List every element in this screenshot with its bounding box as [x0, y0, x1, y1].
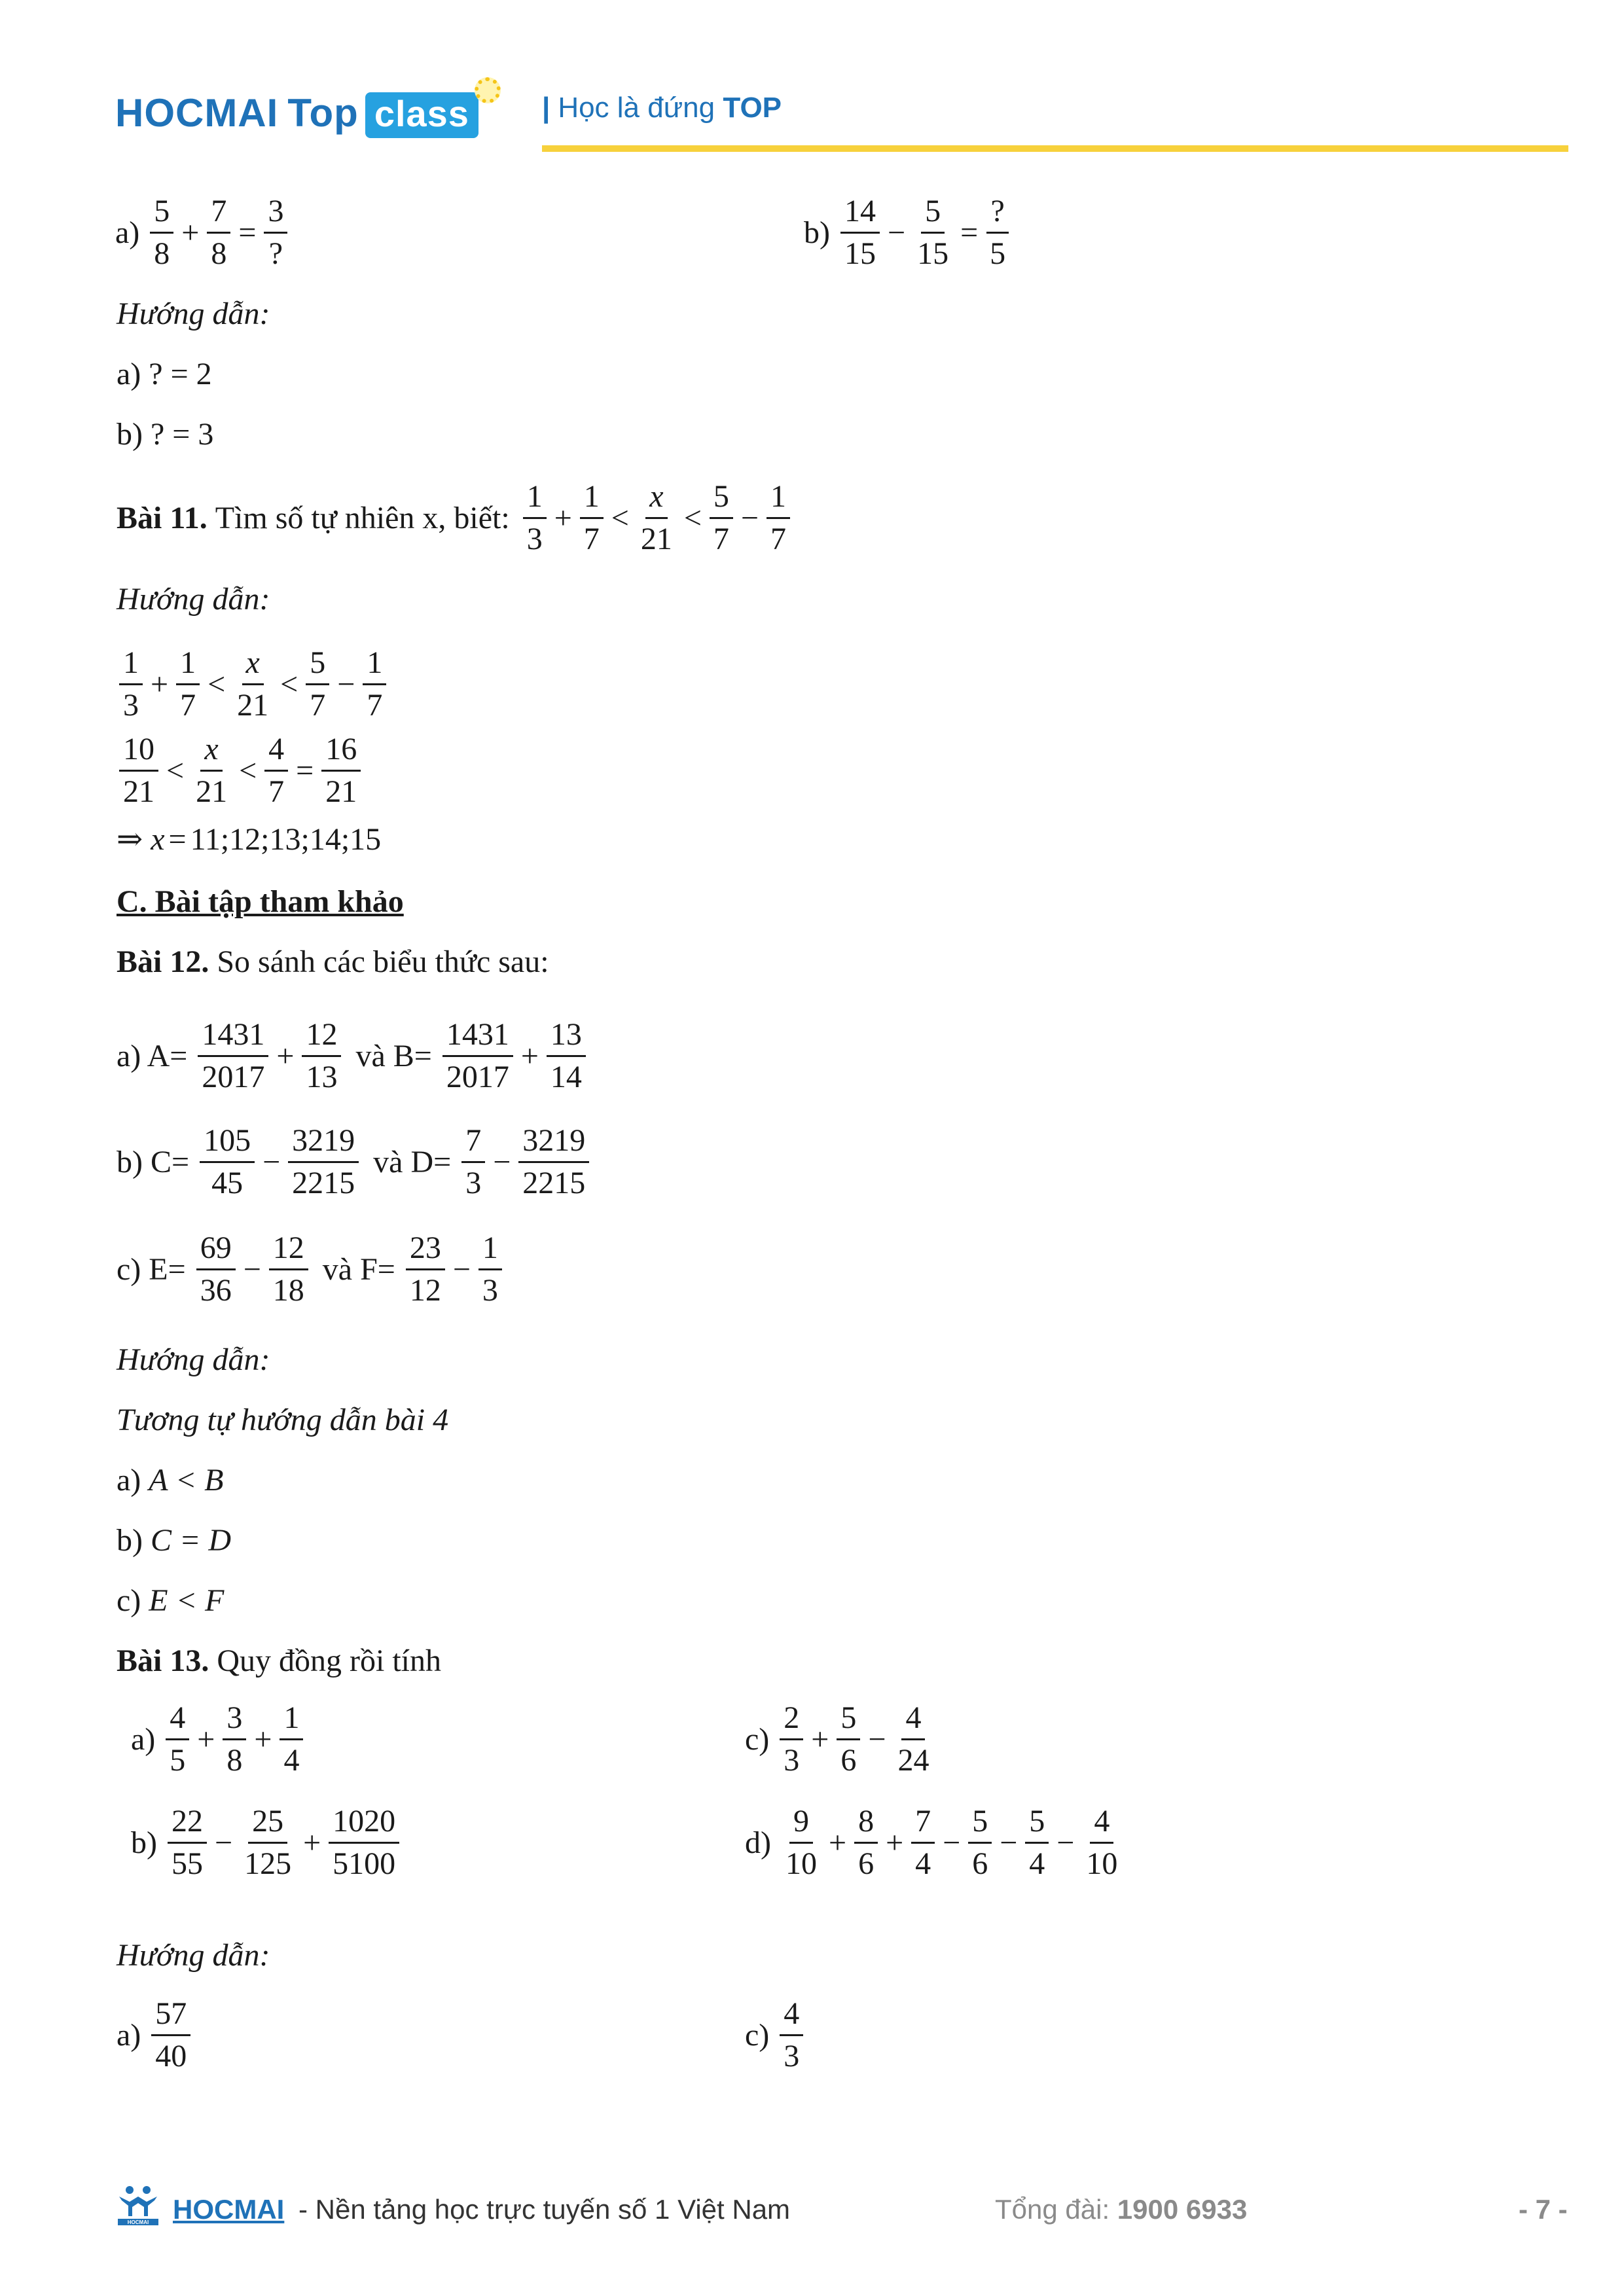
fraction: $\frac{16}{21}$: [321, 729, 361, 812]
fraction: $\frac{3219}{2215}$: [518, 1121, 589, 1204]
ex12-title: Bài 12.: [117, 944, 209, 979]
fraction: x 21: [233, 643, 272, 726]
fraction: 4 5: [166, 1698, 189, 1781]
fraction: $\frac{3219}{2215}$: [288, 1121, 359, 1204]
implies-icon: ⇒: [117, 822, 143, 857]
fraction: $\frac{105}{45}$: [200, 1121, 255, 1204]
fraction: ? 5: [986, 191, 1009, 274]
svg-text:HOCMAI: HOCMAI: [127, 2219, 149, 2225]
fraction: 5 7: [710, 476, 733, 560]
fraction: $\frac{1}{7}$: [363, 643, 386, 726]
ex12-b: b) C= $\frac{105}{45}$ − $\frac{3219}{2215}$ và D= $\frac{7}{3}$ − $\frac{3219}{2215}$: [117, 1121, 593, 1204]
brand-hocmai: HOCMAI: [115, 91, 279, 135]
fraction: $\frac{23}{12}$: [406, 1228, 445, 1311]
ex12-answer-b: b) C = D: [117, 1523, 232, 1558]
fraction: $\frac{12}{18}$: [269, 1228, 308, 1311]
ex11-step2: 10 21 < x 21 < $\frac{4}{7}$ = $\frac{16}{21}$: [115, 729, 365, 812]
section-c-heading: C. Bài tập tham khảo: [117, 884, 404, 919]
ex12-c: c) E= $\frac{69}{36}$ − $\frac{12}{18}$ và F= $\frac{23}{12}$ − $\frac{1}{3}$: [117, 1228, 506, 1311]
fraction: x 21: [192, 729, 231, 812]
fraction: 5 7: [306, 643, 329, 726]
tagline-top: TOP: [723, 92, 782, 124]
guide-heading: Hướng dẫn:: [117, 296, 270, 331]
ex11-question: Bài 11. Tìm số tự nhiên x, biết: 1 3 + $\frac{1}{7}$ < x 21 < 5 7 − $\frac{1}{7}$: [117, 476, 794, 560]
ex10-b: b) 14 15 − $\frac{5}{15}$ = ? 5: [804, 191, 1013, 274]
ex11-title: Bài 11.: [117, 501, 208, 535]
guide-heading: Hướng dẫn:: [117, 1342, 270, 1377]
header-tagline: | Học là đứng TOP: [542, 92, 782, 124]
fraction: $\frac{8}{6}$: [854, 1801, 878, 1884]
fraction: 1 3: [523, 476, 547, 560]
ex12-answer-c: c) E < F: [117, 1583, 225, 1618]
tagline-prefix: Học là đứng: [558, 92, 715, 124]
ex13-title: Bài 13.: [117, 1643, 209, 1678]
ex13-d: d) 9 10 + $\frac{8}{6}$ + $\frac{7}{4}$ − $\frac{5}{6}$ − $\frac{5}{4}$ − $\frac{4}{10}$: [745, 1801, 1125, 1884]
fraction: 10 21: [119, 729, 158, 812]
brand-top: Top: [287, 91, 359, 135]
ex12-answer-a: a) A < B: [117, 1463, 224, 1498]
fraction: 2 3: [780, 1698, 803, 1781]
fraction: $\frac{7}{4}$: [911, 1801, 935, 1884]
fraction: $\frac{3}{8}$: [223, 1698, 246, 1781]
fraction: $\frac{7}{3}$: [461, 1121, 485, 1204]
fraction: $\frac{5}{6}$: [837, 1698, 860, 1781]
brand-logo: [115, 90, 478, 138]
footer-brand-link[interactable]: HOCMAI: [173, 2194, 285, 2225]
fraction: x 21: [637, 476, 676, 560]
footer-description: - Nền tảng học trực tuyến số 1 Việt Nam: [298, 2194, 791, 2225]
fraction: $\frac{5}{6}$: [968, 1801, 992, 1884]
fraction: $\frac{1020}{5100}$: [329, 1801, 399, 1884]
fraction: 9 10: [782, 1801, 821, 1884]
fraction: $\frac{5}{4}$: [1025, 1801, 1049, 1884]
ex13-text: Quy đồng rồi tính: [217, 1643, 442, 1678]
ex10-b-label: b): [804, 215, 830, 250]
ex11-step1: 1 3 + $\frac{1}{7}$ < x 21 < 5 7 − $\frac{1}{7}$: [115, 643, 390, 726]
fraction: $\frac{4}{24}$: [893, 1698, 933, 1781]
fraction: $\frac{69}{36}$: [196, 1228, 236, 1311]
ex13-answer-a: a) 57 40: [117, 1994, 194, 2077]
ex10-a: a) 5 8 + $\frac{7}{8}$ = 3 ?: [115, 191, 291, 274]
ex11-text: Tìm số tự nhiên x, biết:: [215, 501, 510, 535]
ex13-question: [117, 1643, 441, 1679]
hocmai-footer-logo-icon: [115, 2185, 161, 2227]
ex10-answer-a: a) ? = 2: [117, 357, 212, 391]
ex10-answer-b: b) ? = 3: [117, 417, 214, 452]
fraction: $\frac{4}{10}$: [1082, 1801, 1121, 1884]
fraction: $\frac{1431}{2017}$: [198, 1014, 268, 1098]
fraction: $\frac{1431}{2017}$: [442, 1014, 513, 1098]
ex10-a-label: a): [115, 215, 140, 250]
page-number: - 7 -: [1519, 2194, 1568, 2225]
fraction: 14 15: [840, 191, 880, 274]
fraction: $\frac{4}{7}$: [264, 729, 288, 812]
fraction: $\frac{5}{15}$: [913, 191, 952, 274]
ex12-text: So sánh các biểu thức sau:: [217, 944, 549, 979]
ex11-result: ⇒ x = 11;12;13;14;15: [117, 821, 382, 857]
header-divider: [542, 145, 1568, 152]
fraction: 57 40: [151, 1994, 190, 2077]
fraction: $\frac{1}{3}$: [478, 1228, 502, 1311]
footer-hotline: Tổng đài: 1900 6933: [995, 2194, 1248, 2225]
ex13-answer-c: c) 4 3: [745, 1994, 807, 2077]
ex13-c: c) 2 3 + $\frac{5}{6}$ − $\frac{4}{24}$: [745, 1698, 937, 1781]
ex13-a: a) 4 5 + $\frac{3}{8}$ + $\frac{1}{4}$: [131, 1698, 307, 1781]
fraction: $\frac{1}{7}$: [580, 476, 604, 560]
sun-icon: [475, 77, 501, 103]
ex12-a: a) A= $\frac{1431}{2017}$ + $\frac{12}{13}$ và B= $\frac{1431}{2017}$ + $\frac{13}{14}$: [117, 1014, 590, 1098]
guide-heading: Hướng dẫn:: [117, 1938, 270, 1973]
fraction: $\frac{1}{7}$: [176, 643, 200, 726]
fraction: $\frac{25}{125}$: [240, 1801, 295, 1884]
ex12-question: [117, 944, 549, 980]
fraction: $\frac{1}{7}$: [767, 476, 790, 560]
fraction: $\frac{12}{13}$: [302, 1014, 341, 1098]
fraction: 4 3: [780, 1994, 803, 2077]
fraction: 22 55: [168, 1801, 207, 1884]
ex13-b: b) 22 55 − $\frac{25}{125}$ + $\frac{1020}{5100}$: [131, 1801, 403, 1884]
fraction: $\frac{7}{8}$: [207, 191, 230, 274]
fraction: 5 8: [150, 191, 173, 274]
fraction: $\frac{1}{4}$: [280, 1698, 303, 1781]
fraction: 1 3: [119, 643, 143, 726]
brand-class: class: [365, 92, 478, 138]
ex12-similar-note: Tương tự hướng dẫn bài 4: [117, 1403, 449, 1437]
guide-heading: Hướng dẫn:: [117, 582, 270, 617]
fraction: 3 ?: [264, 191, 287, 274]
fraction: $\frac{13}{14}$: [547, 1014, 586, 1098]
